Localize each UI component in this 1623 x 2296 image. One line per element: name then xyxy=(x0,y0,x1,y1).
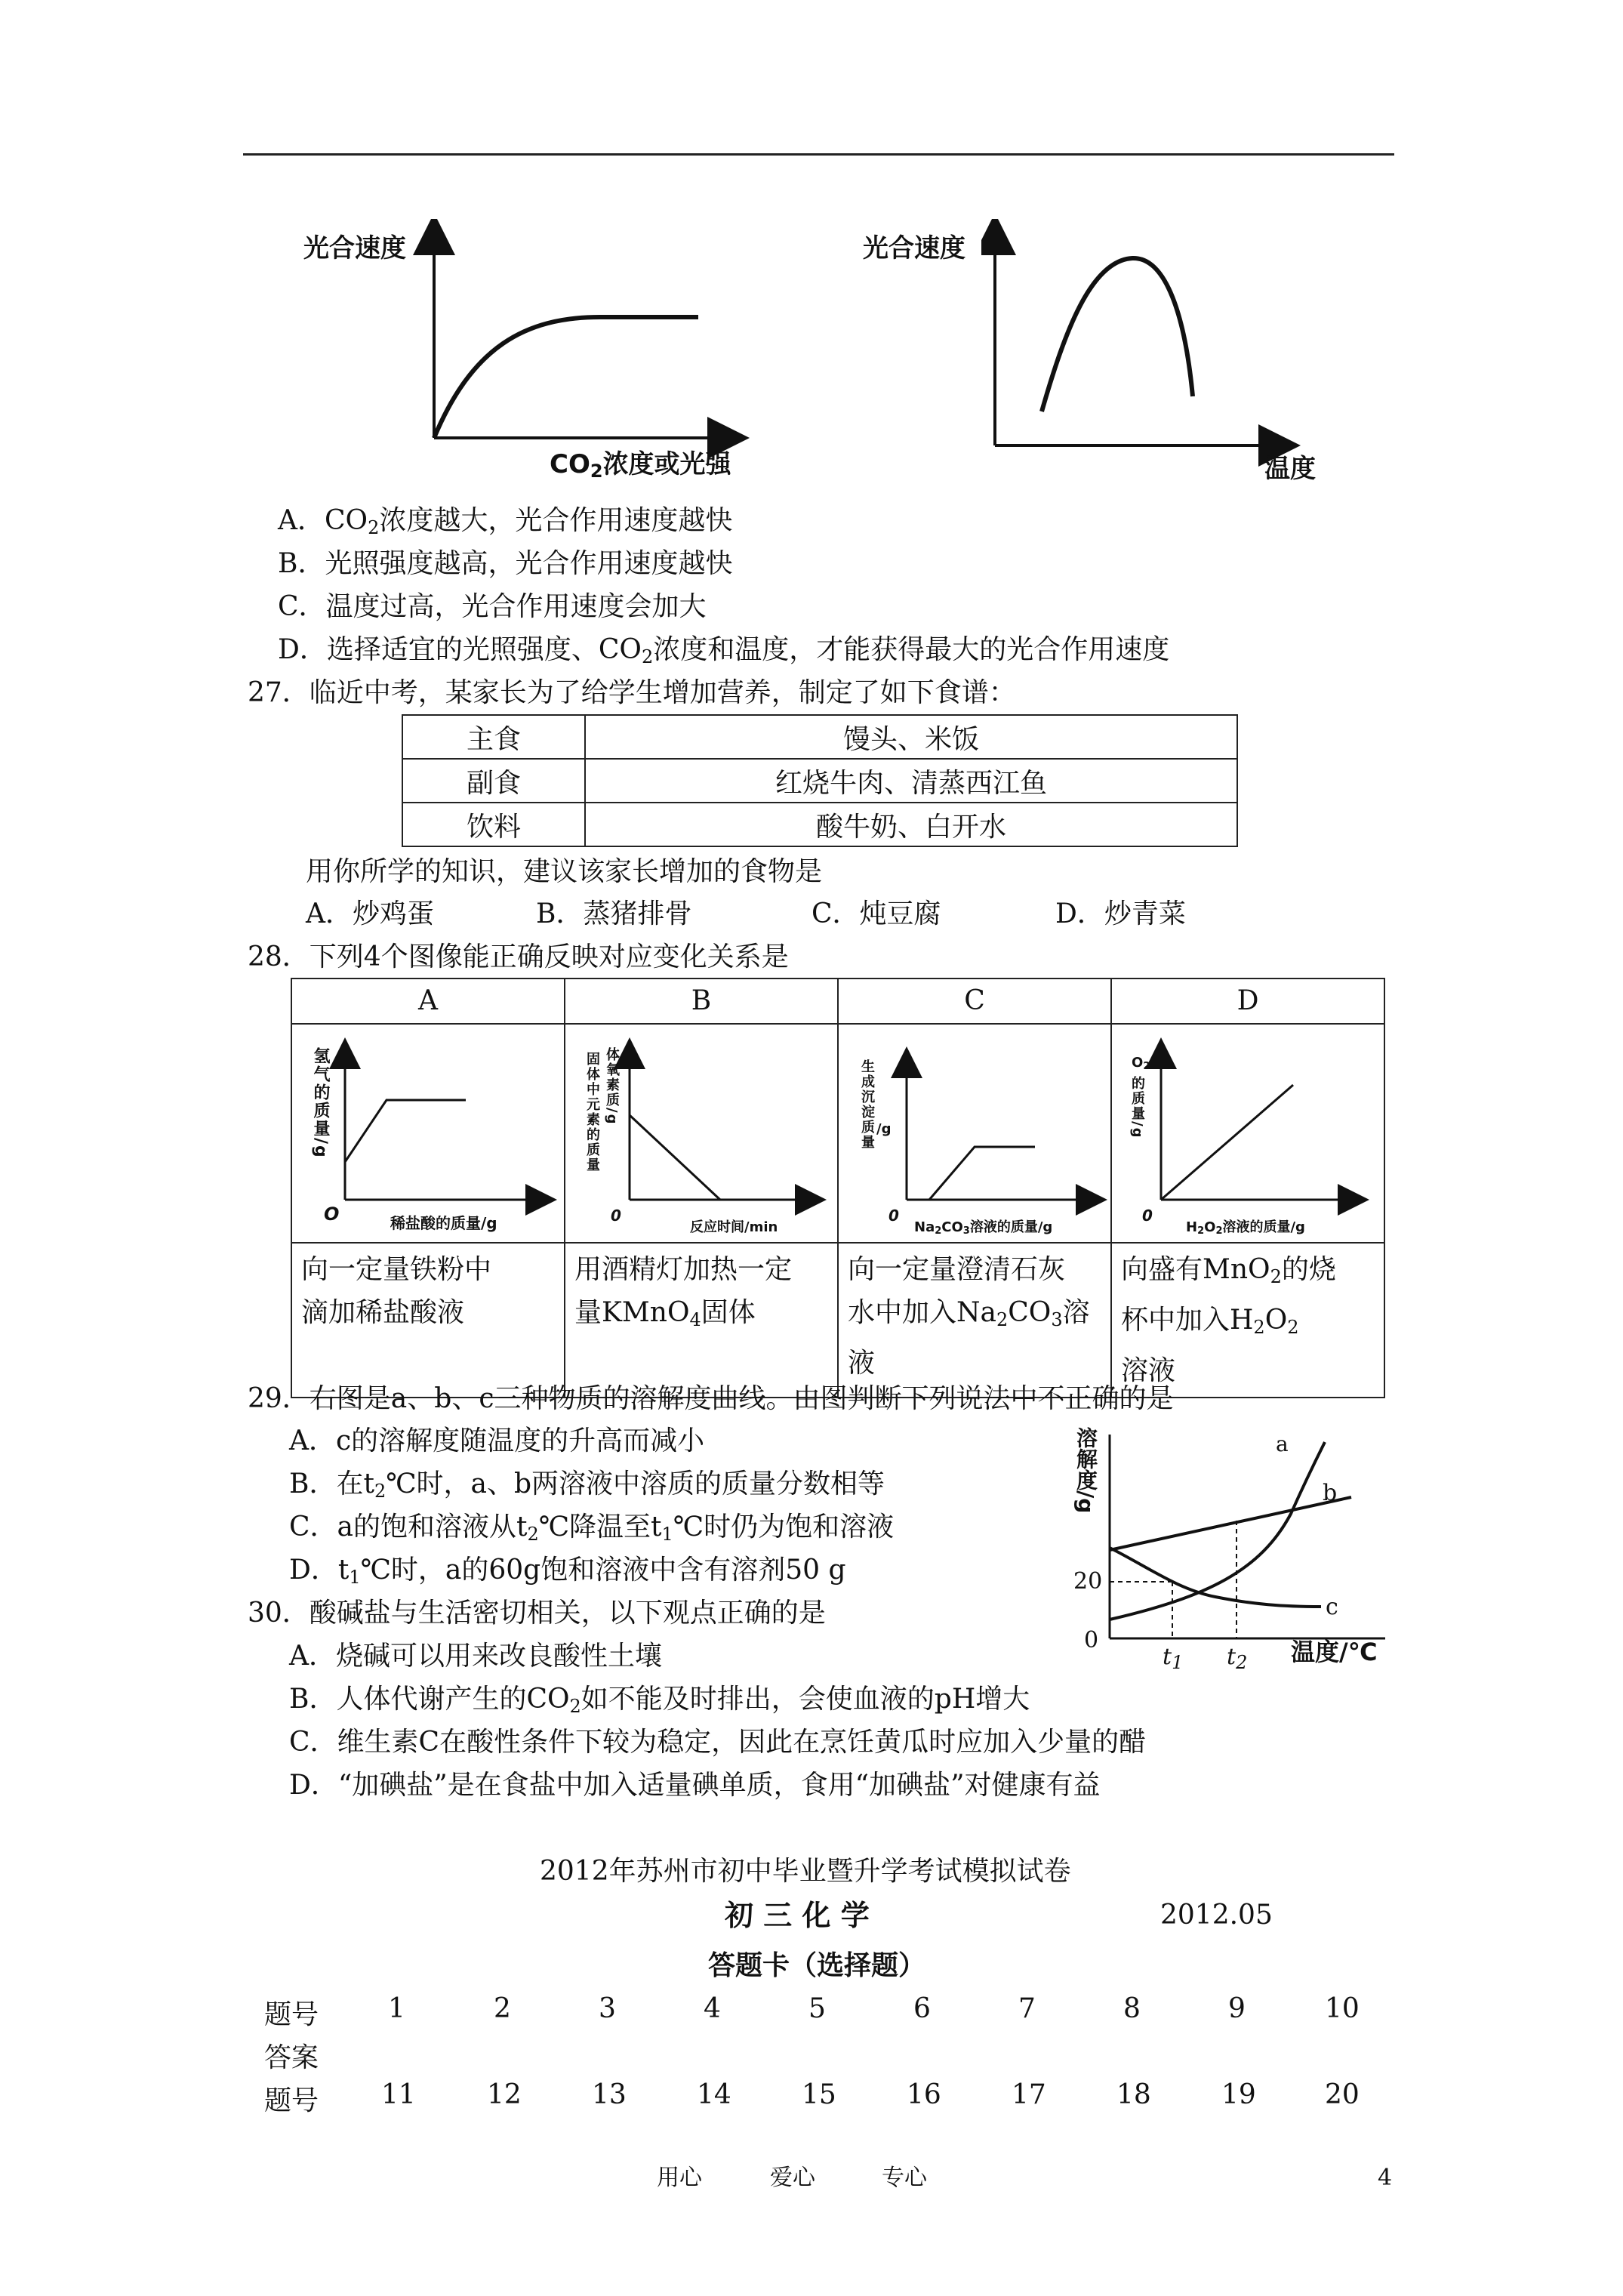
question-number: 8 xyxy=(1123,1993,1141,2024)
graph-a-xlabel: 稀盐酸的质量/g xyxy=(390,1214,497,1232)
question-number: 17 xyxy=(1012,2079,1046,2110)
page-number: 4 xyxy=(1378,2165,1393,2191)
answer-sheet-date: 2012.05 xyxy=(1160,1900,1273,1931)
column-header: A xyxy=(291,978,565,1024)
table-row xyxy=(402,715,1237,759)
question-number: 18 xyxy=(1116,2079,1151,2110)
q29-stem: 29．右图是a、b、c三种物质的溶解度曲线。由图判断下列说法中不正确的是 xyxy=(248,1383,1174,1414)
question-number: 9 xyxy=(1228,1993,1246,2024)
question-number: 7 xyxy=(1018,1993,1036,2024)
desc-d-line-3: 溶液 xyxy=(1121,1355,1176,1386)
graph-d xyxy=(1112,1025,1384,1242)
question-number: 16 xyxy=(907,2079,941,2110)
q26-option-c: C．温度过高，光合作用速度会加大 xyxy=(278,591,707,622)
desc-d-line-1: 向盛有MnO$_2$的烧 xyxy=(1121,1254,1336,1287)
q30-option-c: C．维生素C在酸性条件下较为稳定，因此在烹饪黄瓜时应加入少量的醋 xyxy=(289,1727,1147,1758)
question-number: 20 xyxy=(1325,2079,1360,2110)
question-number: 15 xyxy=(802,2079,836,2110)
q27-menu-table xyxy=(402,714,1238,847)
footer-motto-1: 用心 xyxy=(657,2165,702,2191)
question-number: 10 xyxy=(1325,1993,1360,2024)
menu-category: 副食 xyxy=(402,759,585,803)
solubility-xlabel: 温度/℃ xyxy=(1291,1638,1378,1666)
q27-option-d: D．炒青菜 xyxy=(1055,898,1186,929)
q30-option-a: A．烧碱可以用来改良酸性土壤 xyxy=(289,1641,662,1672)
q27-option-b: B．蒸猪排骨 xyxy=(536,898,692,929)
q26-left-xlabel: $CO_2$浓度或光强 xyxy=(550,449,731,482)
graph-a-line xyxy=(345,1100,466,1162)
table-row xyxy=(291,1243,1384,1398)
graph-c-ylabel-2: /g xyxy=(876,1121,892,1137)
solubility-t2: $t_2$ xyxy=(1227,1644,1248,1673)
answer-row-3 xyxy=(264,2079,1397,2117)
desc-c-line-1: 向一定量澄清石灰 xyxy=(848,1254,1066,1285)
menu-category: 主食 xyxy=(402,715,585,759)
table-row xyxy=(402,803,1237,846)
q27-stem: 27．临近中考，某家长为了给学生增加营养，制定了如下食谱： xyxy=(248,677,1016,708)
question-number: 6 xyxy=(913,1993,931,2024)
graph-c-origin: 0 xyxy=(888,1207,899,1225)
table-row xyxy=(402,759,1237,803)
graph-d-xlabel: $H_2O_2$溶液的质量/g xyxy=(1186,1219,1305,1237)
menu-category: 饮料 xyxy=(402,803,585,846)
saturation-curve xyxy=(434,317,698,438)
footer-motto-3: 专心 xyxy=(882,2165,927,2191)
graph-d-ylabel-top: $O_2$ xyxy=(1132,1055,1150,1072)
footer-motto-2: 爱心 xyxy=(770,2165,815,2191)
question-number: 3 xyxy=(599,1993,616,2024)
graph-c-ylabel-1: 生成沉淀质量 xyxy=(859,1059,875,1150)
graph-d-ylabel-rest: 的质量/g xyxy=(1129,1076,1145,1139)
peak-curve xyxy=(1042,258,1193,411)
q27-question: 用你所学的知识，建议该家长增加的食物是 xyxy=(306,856,823,887)
solubility-t1: $t_1$ xyxy=(1163,1644,1184,1673)
question-number: 14 xyxy=(697,2079,731,2110)
answer-card-title: 答题卡（选择题） xyxy=(708,1949,926,1981)
column-header: D xyxy=(1111,978,1384,1024)
answer-sheet-subject: 初 三 化 学 xyxy=(725,1898,870,1932)
graph-d-line xyxy=(1161,1085,1293,1200)
q26-option-a: A．$CO_2$浓度越大，光合作用速度越快 xyxy=(278,505,733,538)
curve-c-label: c xyxy=(1326,1594,1338,1620)
graph-b-origin: 0 xyxy=(611,1207,621,1225)
q29-option-d: D．$t_1℃$时，a的60g饱和溶液中含有溶剂50 g xyxy=(289,1555,846,1588)
desc-c-line-3: 液 xyxy=(848,1348,876,1379)
column-header: C xyxy=(838,978,1111,1024)
header-rule xyxy=(243,153,1394,156)
graph-b-ylabel-1: 固体中元素的质量 xyxy=(584,1052,600,1173)
graph-d-cell xyxy=(1111,1024,1384,1243)
q29-option-a: A．c的溶解度随温度的升高而减小 xyxy=(289,1425,705,1456)
question-number: 5 xyxy=(808,1993,826,2024)
question-number: 4 xyxy=(704,1993,721,2024)
q30-option-b: B．人体代谢产生的$CO_2$如不能及时排出，会使血液的pH增大 xyxy=(289,1684,1030,1717)
column-header: B xyxy=(565,978,838,1024)
answer-row-2 xyxy=(264,2036,1397,2074)
menu-items: 馒头、米饭 xyxy=(585,715,1237,759)
graph-d-origin: 0 xyxy=(1142,1207,1153,1225)
curve-b-label: b xyxy=(1323,1480,1338,1506)
solubility-ylabel: 溶解度/g xyxy=(1073,1427,1098,1514)
question-number: 1 xyxy=(388,1993,405,2024)
graph-b-cell xyxy=(565,1024,838,1243)
desc-c xyxy=(838,1243,1111,1398)
q26-right-xlabel: 温度 xyxy=(1264,454,1316,484)
question-number: 13 xyxy=(592,2079,627,2110)
question-number: 12 xyxy=(487,2079,522,2110)
q26-left-ylabel: 光合速度 xyxy=(303,233,406,264)
answer-sheet-title: 2012年苏州市初中毕业暨升学考试模拟试卷 xyxy=(540,1856,1071,1887)
graph-b-xlabel: 反应时间/min xyxy=(690,1219,778,1235)
q29-option-b: B．在$t_2℃$时，a、b两溶液中溶质的质量分数相等 xyxy=(289,1469,885,1502)
q26-right-ylabel: 光合速度 xyxy=(863,233,965,264)
q26-option-b: B．光照强度越高，光合作用速度越快 xyxy=(278,548,733,579)
desc-a-line-1: 向一定量铁粉中 xyxy=(301,1254,492,1285)
curve-c xyxy=(1110,1548,1321,1607)
graph-c-line xyxy=(929,1147,1035,1200)
q28-table xyxy=(291,978,1385,1398)
curve-a-label: a xyxy=(1276,1432,1289,1456)
graph-a-cell xyxy=(291,1024,565,1243)
q26-option-d: D．选择适宜的光照强度、$CO_2$浓度和温度，才能获得最大的光合作用速度 xyxy=(278,634,1170,667)
curve-b xyxy=(1110,1497,1351,1550)
graph-c-xlabel: $Na_2CO_3$溶液的质量/g xyxy=(914,1219,1053,1237)
table-row xyxy=(291,1024,1384,1243)
menu-items: 红烧牛肉、清蒸西江鱼 xyxy=(585,759,1237,803)
q27-option-c: C．炖豆腐 xyxy=(812,898,941,929)
solubility-y20: 20 xyxy=(1073,1568,1103,1595)
question-number: 11 xyxy=(381,2079,416,2110)
q30-option-d: D．“加碘盐”是在食盐中加入适量碘单质，食用“加碘盐”对健康有益 xyxy=(289,1770,1101,1801)
row-label: 题号 xyxy=(264,1999,319,2030)
desc-d-line-2: 杯中加入$H_2O_2$ xyxy=(1121,1305,1299,1338)
desc-a xyxy=(291,1243,565,1398)
row-label: 答案 xyxy=(264,2042,319,2073)
answer-row-1 xyxy=(264,1993,1397,2031)
graph-c-cell xyxy=(838,1024,1111,1243)
graph-b-ylabel-2: 体氧素质/g xyxy=(604,1047,620,1126)
menu-items: 酸牛奶、白开水 xyxy=(585,803,1237,846)
q30-stem: 30．酸碱盐与生活密切相关，以下观点正确的是 xyxy=(248,1598,826,1629)
table-row xyxy=(291,978,1384,1024)
q26-right-graph-svg xyxy=(981,219,1329,491)
desc-a-line-2: 滴加稀盐酸液 xyxy=(301,1297,465,1328)
q28-stem: 28．下列4个图像能正确反映对应变化关系是 xyxy=(248,942,789,972)
desc-b xyxy=(565,1243,838,1398)
question-number: 19 xyxy=(1221,2079,1256,2110)
graph-b-line xyxy=(630,1115,720,1200)
q29-option-c: C．a的饱和溶液从$t_2℃$降温至$t_1℃$时仍为饱和溶液 xyxy=(289,1512,895,1545)
q27-option-a: A．炒鸡蛋 xyxy=(306,898,434,929)
curve-a xyxy=(1110,1442,1325,1620)
q26-right-graph xyxy=(981,219,1329,491)
question-number: 2 xyxy=(494,1993,511,2024)
graph-a-origin: O xyxy=(324,1203,340,1225)
solubility-y0: 0 xyxy=(1084,1627,1099,1653)
row-label: 题号 xyxy=(264,2085,319,2116)
desc-b-line-1: 用酒精灯加热一定 xyxy=(574,1254,793,1285)
desc-c-line-2: 水中加入$Na_2CO_3$溶 xyxy=(848,1297,1090,1330)
graph-a-ylabel: 氢气的质量/g xyxy=(311,1047,330,1159)
desc-b-line-2: 量KMnO$_4$固体 xyxy=(574,1297,756,1330)
desc-d xyxy=(1111,1243,1384,1398)
